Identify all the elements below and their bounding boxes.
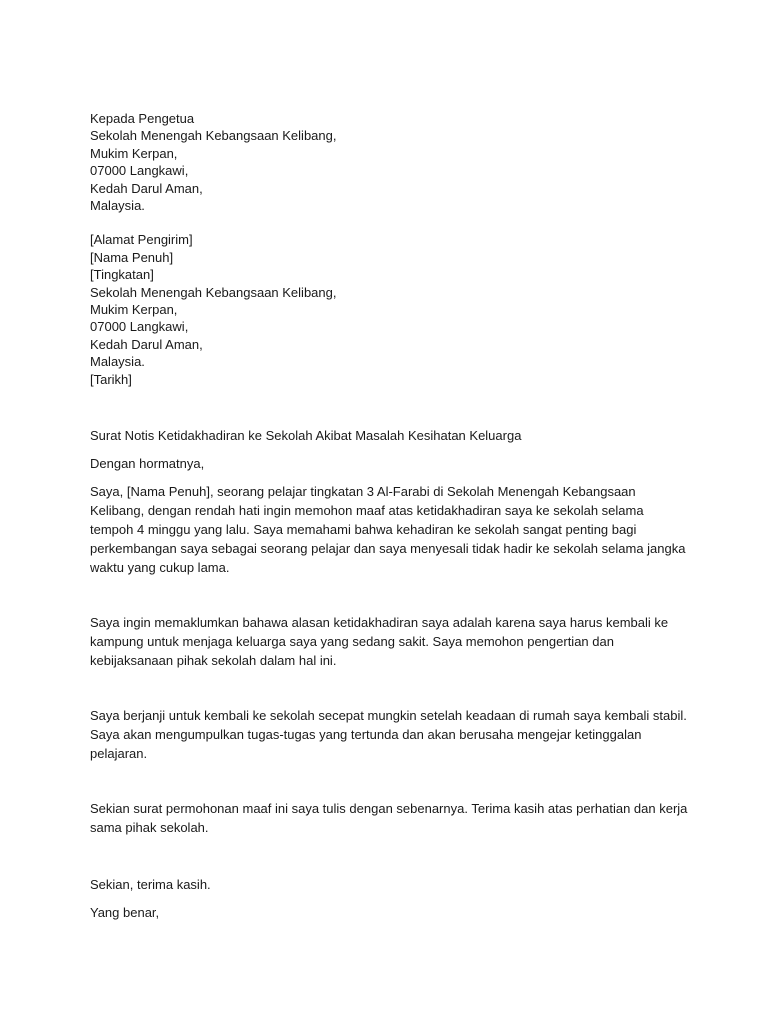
body-paragraph-1: Saya, [Nama Penuh], seorang pelajar tingkatan 3 Al-Farabi di Sekolah Menengah Kebangsaan Kelibang, dengan rendah hati ingin memohon maaf atas ketidakhadiran saya ke sekolah selama tempoh 4 minggu yang lalu. Saya memahami bahwa kehadiran ke sekolah sangat penting bagi perkembangan saya sebagai seorang pelajar dan saya menyesali tidak hadir ke sekolah selama jangka waktu yang cukup lama.: [90, 484, 686, 576]
sender-line: [Tarikh]: [90, 371, 132, 387]
recipient-line: Kedah Darul Aman,: [90, 180, 203, 196]
sender-line: Malaysia.: [90, 354, 145, 370]
letter-page: [90, 110, 690, 922]
sender-line: [Alamat Pengirim]: [90, 232, 193, 248]
recipient-line: Malaysia.: [90, 198, 145, 214]
recipient-line: Mukim Kerpan,: [90, 145, 178, 161]
sender-line: Kedah Darul Aman,: [90, 336, 203, 352]
sender-line: [Nama Penuh]: [90, 249, 174, 265]
body-paragraph-3: Saya berjanji untuk kembali ke sekolah secepat mungkin setelah keadaan di rumah saya kembali stabil. Saya akan mengumpulkan tugas-tugas yang tertunda dan akan berusaha mengejar ketinggalan pelajaran.: [90, 708, 687, 762]
recipient-line: 07000 Langkawi,: [90, 163, 189, 179]
salutation: Dengan hormatnya,: [90, 456, 205, 472]
recipient-address: [90, 110, 690, 214]
body-paragraph-4: Sekian surat permohonan maaf ini saya tulis dengan sebenarnya. Terima kasih atas perhatian dan kerja sama pihak sekolah.: [90, 801, 688, 836]
body-paragraph-2: Saya ingin memaklumkan bahawa alasan ketidakhadiran saya adalah karena saya harus kembali ke kampung untuk menjaga keluarga saya yang sedang sakit. Saya memohon pengertian dan kebijaksanaan pihak sekolah dalam hal ini.: [90, 615, 669, 669]
recipient-line: Kepada Pengetua: [90, 111, 195, 126]
sender-address: [90, 231, 690, 388]
letter-subject: Surat Notis Ketidakhadiran ke Sekolah Akibat Masalah Kesihatan Keluarga: [90, 428, 522, 444]
sender-line: [Tingkatan]: [90, 267, 154, 283]
sender-line: Sekolah Menengah Kebangsaan Kelibang,: [90, 284, 337, 300]
sender-line: 07000 Langkawi,: [90, 319, 189, 335]
sender-line: Mukim Kerpan,: [90, 302, 178, 318]
signoff-line: Yang benar,: [90, 905, 160, 921]
recipient-line: Sekolah Menengah Kebangsaan Kelibang,: [90, 128, 337, 144]
closing-line: Sekian, terima kasih.: [90, 877, 211, 893]
